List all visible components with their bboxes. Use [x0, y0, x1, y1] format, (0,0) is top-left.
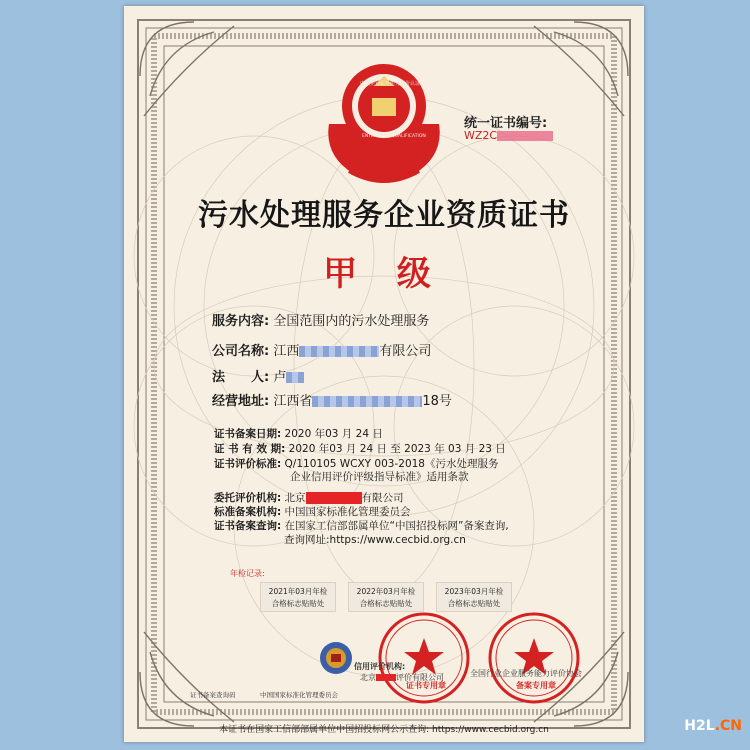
filing-date-label: 证书备案日期: — [214, 428, 282, 440]
address-label: 经营地址: — [212, 394, 270, 409]
annual-sticker-2023 — [436, 582, 512, 612]
query-row — [214, 518, 509, 533]
emblem-top-text: 中国企业服务能力评价认证 — [360, 81, 421, 87]
filing-date-value: 2020 年03 月 24 日 — [284, 428, 383, 440]
query-label: 证书备案查询: — [214, 520, 282, 532]
sticker-line1: 2022年03月年检 — [356, 587, 416, 596]
sticker-line2: 合格标志贴贴处 — [447, 599, 501, 608]
service-value: 全国范围内的污水处理服务 — [273, 314, 430, 329]
query-url: 查询网址:https://www.cecbid.org.cn — [284, 534, 466, 546]
record-org-label: 标准备案机构: — [214, 506, 282, 518]
address-suffix: 18号 — [422, 394, 452, 409]
redaction-mark — [497, 131, 553, 141]
redaction-mark — [376, 674, 396, 681]
annual-label: 年检记录: — [230, 569, 265, 578]
redaction-mark — [306, 492, 362, 504]
company-row — [212, 340, 431, 359]
annual-sticker-2021 — [260, 582, 336, 612]
cert-number-value — [464, 129, 553, 142]
validity-row — [214, 441, 506, 456]
query-value-1: 在国家工信部部属单位“中国招投标网”备案查询, — [284, 520, 509, 532]
left-seal-caption-3: 评价有限公司 — [396, 673, 444, 682]
site-watermark — [684, 718, 742, 734]
certificate — [124, 6, 644, 742]
address-row — [212, 390, 452, 409]
address-prefix: 江西省 — [273, 394, 313, 409]
sticker-line2: 合格标志贴贴处 — [359, 599, 413, 608]
cert-number-label: 统一证书编号: — [464, 116, 548, 131]
query-row-2 — [284, 532, 466, 547]
footer-notice: 本证书在国家工信部部属单位中国招投标网公示查询: https://www.cecbid.org.cn — [219, 725, 549, 735]
redaction-mark — [286, 372, 304, 383]
entrust-row — [214, 490, 404, 505]
entrust-prefix: 北京 — [284, 492, 306, 504]
standard-row-2 — [290, 469, 469, 484]
company-label: 公司名称: — [212, 344, 270, 359]
entrust-label: 委托评价机构: — [214, 492, 282, 504]
validity-label: 证 书 有 效 期: — [214, 443, 286, 455]
watermark-right: .CN — [714, 718, 742, 734]
qr-caption: 证书备案查询码 — [190, 691, 236, 699]
right-seal-caption: 全国行业企业服务能力评价协会 — [470, 669, 582, 678]
left-seal-bottom: 证书专用章 — [406, 681, 446, 690]
sac-caption: 中国国家标准化管理委员会 — [260, 691, 338, 699]
redaction-mark — [312, 396, 422, 407]
left-seal-caption-1: 信用评价机构: — [354, 662, 406, 671]
standard-label: 证书评价标准: — [214, 458, 282, 470]
record-org-row — [214, 504, 411, 519]
certificate-grade: 甲 级 — [323, 254, 445, 294]
company-suffix: 有限公司 — [379, 344, 432, 359]
redaction-mark — [299, 346, 379, 357]
sticker-line1: 2023年03月年检 — [444, 587, 504, 596]
filing-date-row — [214, 426, 383, 441]
emblem-bottom-text: ENTERPRISE QUALIFICATION — [362, 134, 426, 139]
validity-value: 2020 年03 月 24 日 至 2023 年 03 月 23 日 — [288, 443, 506, 455]
legal-row — [212, 366, 304, 385]
cert-number-text: WZ2C — [464, 129, 498, 142]
sticker-line1: 2021年03月年检 — [268, 587, 328, 596]
certificate-title: 污水处理服务企业资质证书 — [198, 198, 570, 233]
service-row — [212, 310, 429, 329]
company-prefix: 江西 — [273, 344, 300, 359]
annual-sticker-2022 — [348, 582, 424, 612]
right-seal-bottom: 备案专用章 — [516, 681, 556, 690]
record-org-value: 中国国家标准化管理委员会 — [284, 506, 411, 518]
service-label: 服务内容: — [212, 314, 270, 329]
guilloche-border — [124, 6, 644, 742]
watermark-left: H2L — [684, 718, 715, 734]
left-seal-caption-2: 北京 — [360, 673, 376, 682]
standard-value-2: 企业信用评价评级指导标准》适用条款 — [290, 471, 469, 483]
legal-value: 卢 — [273, 370, 287, 385]
entrust-suffix: 有限公司 — [361, 492, 404, 504]
sticker-line2: 合格标志贴贴处 — [271, 599, 325, 608]
small-emblem-icon — [320, 642, 352, 674]
legal-label: 法 人: — [212, 370, 270, 385]
standard-value-1: Q/110105 WCXY 003-2018《污水处理服务 — [284, 458, 499, 470]
